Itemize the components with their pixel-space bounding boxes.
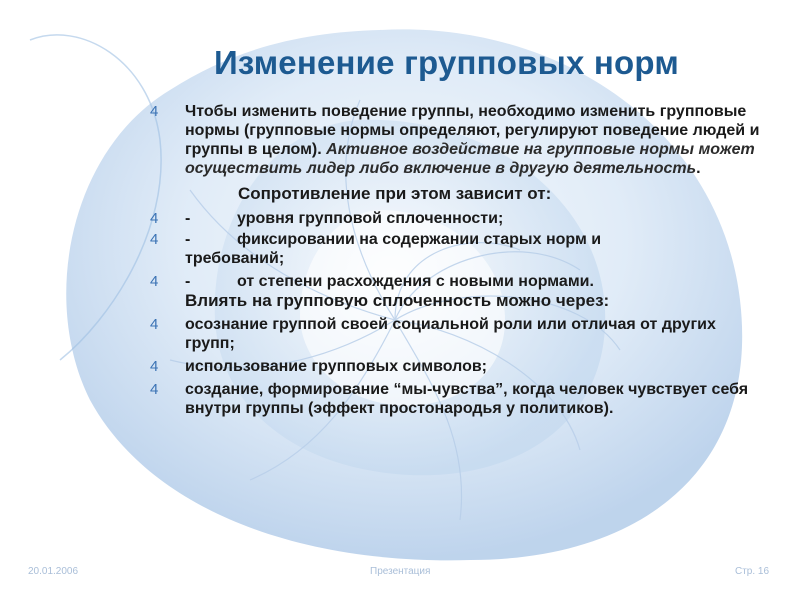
bullet-marker: 4: [150, 103, 159, 120]
list-item: [150, 230, 770, 268]
slide-title: Изменение групповых норм: [214, 44, 679, 81]
footer-presentation-label: Презентация: [370, 566, 431, 577]
footer-page-number: Стр. 16: [735, 566, 770, 577]
bullet-marker: 4: [150, 210, 159, 227]
list-item: [150, 357, 770, 376]
bullet-marker: 4: [150, 231, 159, 248]
paragraph-italic-text: Активное воздействие на групповые нормы может осуществить лидер либо включение в другую деятельность: [185, 141, 755, 177]
resistance-heading: Сопротивление при этом зависит от:: [238, 184, 552, 203]
dash-marker: -: [185, 273, 191, 290]
bullet-marker: 4: [150, 358, 159, 375]
factor-text-continuation: требований;: [185, 250, 285, 267]
paragraph-text: Чтобы изменить поведение группы, необходимо изменить групповые нормы (групповые нормы определяют, регулируют поведение людей и группы в целом).: [185, 103, 760, 158]
dash-marker: -: [185, 231, 191, 248]
way-text: осознание группой своей социальной роли или отличая от других групп;: [185, 316, 716, 352]
bullet-marker: 4: [150, 273, 159, 290]
factor-text: фиксировании на содержании старых норм и: [237, 231, 602, 248]
slide-body: [150, 102, 770, 420]
list-item: [150, 272, 770, 311]
way-text: создание, формирование “мы-чувства”, когда человек чувствует себя внутри группы (эффект простонародья у политиков).: [185, 381, 749, 417]
list-item: [150, 209, 770, 228]
footer-date: 20.01.2006: [28, 566, 79, 577]
cohesion-heading: Влиять на групповую сплоченность можно через:: [185, 291, 610, 310]
way-text: использование групповых символов;: [185, 358, 487, 375]
paragraph-end: .: [696, 160, 701, 177]
dash-marker: -: [185, 210, 191, 227]
factor-text: от степени расхождения с новыми нормами.: [237, 273, 594, 290]
bullet-marker: 4: [150, 316, 159, 333]
list-item: [150, 102, 770, 178]
list-item: [150, 315, 770, 353]
factor-text: уровня групповой сплоченности;: [237, 210, 504, 227]
bullet-marker: 4: [150, 381, 159, 398]
list-item: [150, 380, 770, 418]
